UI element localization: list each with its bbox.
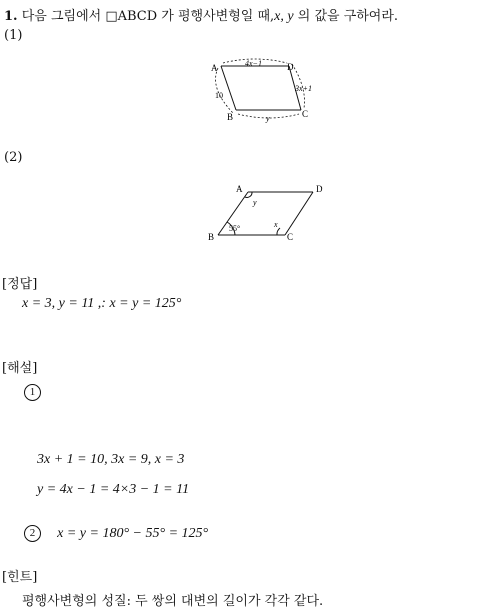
- vertex-b-label: B: [208, 232, 215, 242]
- step-2-row: [24, 525, 208, 542]
- hint-text: 평행사변형의 성질: 두 쌍의 대변의 길이가 각각 같다.: [22, 594, 324, 609]
- hint-heading: [힌트]: [2, 570, 38, 585]
- answer-heading: [정답]: [2, 277, 38, 292]
- vertex-c-label: C: [287, 232, 294, 242]
- vertex-b-label: B: [227, 112, 234, 122]
- top-side-label: 4x−1: [245, 59, 262, 68]
- problem-vars: x, y: [274, 9, 294, 24]
- step-1-line-1: 3x + 1 = 10, 3x = 9, x = 3: [37, 452, 185, 467]
- vertex-a-label: A: [236, 184, 243, 194]
- circled-one-icon: 1: [24, 384, 41, 401]
- step-1-line-2: y = 4x − 1 = 4×3 − 1 = 11: [37, 482, 190, 497]
- side-ab: [221, 66, 236, 110]
- side-cd: [285, 192, 313, 235]
- circled-two-icon: 2: [24, 525, 41, 542]
- step-1-marker: [24, 384, 41, 401]
- angle-x-label: x: [274, 220, 278, 229]
- step-2-line: x = y = 180° − 55° = 125°: [57, 526, 209, 541]
- parallelogram-figure-1: [205, 58, 325, 126]
- bottom-side-label: y: [266, 114, 270, 123]
- problem-text: 다음 그림에서 □ABCD 가 평행사변형일 때,: [21, 9, 275, 24]
- angle-y-label: y: [253, 198, 257, 207]
- vertex-d-label: D: [287, 62, 294, 72]
- parallelogram-figure-2: [205, 180, 330, 246]
- right-side-label: 3x+1: [295, 84, 312, 93]
- problem-text-end: 의 값을 구하여라.: [297, 9, 399, 24]
- problem-number: 1.: [4, 9, 18, 24]
- left-side-label: 10: [215, 91, 223, 100]
- vertex-a-label: A: [211, 63, 218, 73]
- vertex-c-label: C: [302, 109, 309, 119]
- answer-text: x = 3, y = 11 ,: x = y = 125°: [22, 296, 182, 311]
- part-2-label: (2): [4, 150, 23, 165]
- explanation-heading: [해설]: [2, 361, 38, 376]
- problem-line: [4, 5, 398, 25]
- angle-b-value: 55°: [229, 224, 241, 233]
- angle-c-arc: [277, 228, 280, 235]
- part-1-label: (1): [4, 28, 23, 43]
- vertex-d-label: D: [316, 184, 323, 194]
